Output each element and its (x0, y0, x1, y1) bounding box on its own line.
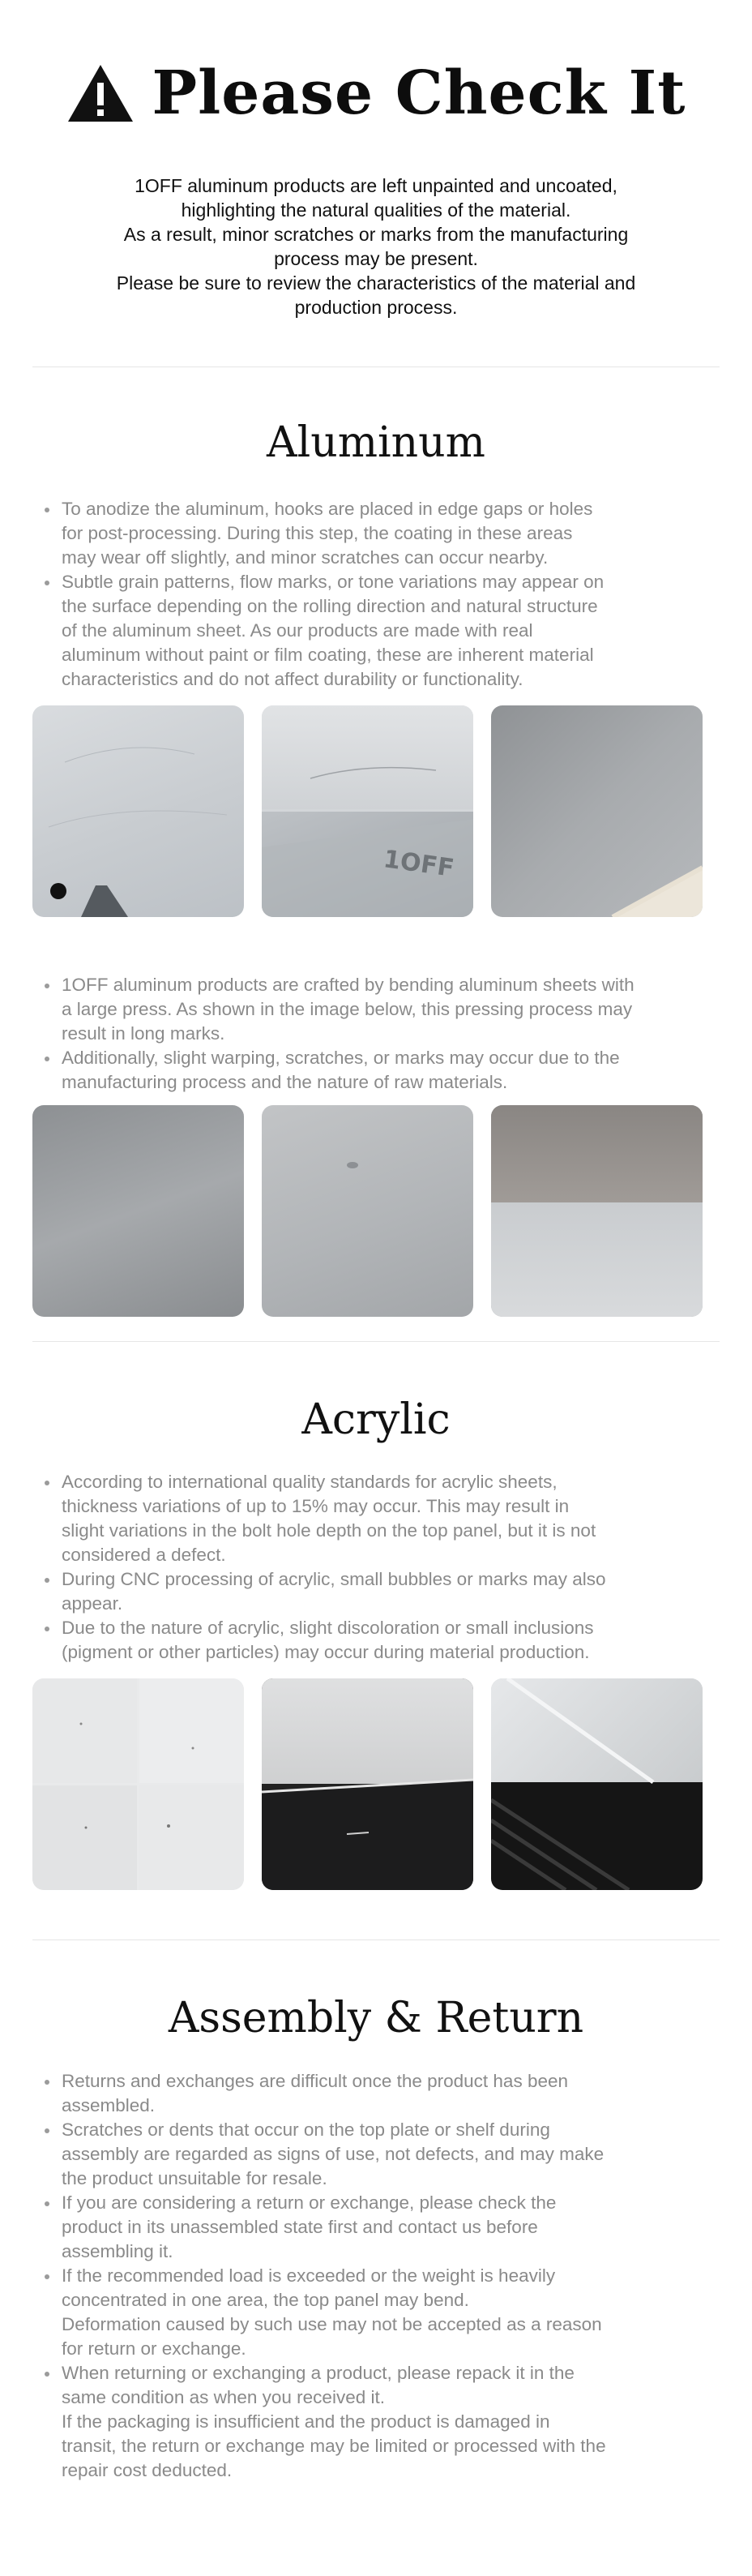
intro-line: Please be sure to review the characteristics of the material and (116, 272, 636, 294)
list-item: Additionally, slight warping, scratches, or marks may occur due to the manufacturing process and the nature of raw materials. (42, 1046, 707, 1095)
acrylic-inclusion-photo (32, 1678, 244, 1890)
surface-scratch (262, 705, 473, 917)
dent-mark (262, 1105, 473, 1317)
page-title: Please Check It (152, 58, 686, 128)
acrylic-panel-photo (491, 1678, 703, 1890)
aluminum-notes-list (42, 497, 707, 692)
intro-text (49, 174, 703, 319)
list-item: 1OFF aluminum products are crafted by bending aluminum sheets with a large press. As shown in the image below, this pressing process may result in long marks. (42, 973, 707, 1046)
acrylic-notes-list (42, 1470, 707, 1665)
scratch-marks (32, 705, 244, 917)
aluminum-photo-row-2 (32, 1105, 720, 1317)
aluminum-edge-photo (491, 705, 703, 917)
aluminum-photo-row-1 (32, 705, 720, 917)
list-item: During CNC processing of acrylic, small bubbles or marks may also appear. (42, 1567, 707, 1616)
intro-line: As a result, minor scratches or marks from the manufacturing (123, 224, 629, 245)
edge-detail (491, 705, 703, 917)
list-item: To anodize the aluminum, hooks are placed in edge gaps or holes for post-processing. During this step, the coating in these areas may wear off slightly, and minor scratches can occur nearby. (42, 497, 707, 570)
aluminum-press-notes-list (42, 973, 707, 1095)
section-title-assembly-return: Assembly & Return (168, 1994, 584, 2042)
list-item: Due to the nature of acrylic, slight discoloration or small inclusions (pigment or other particles) may occur during material production. (42, 1616, 707, 1665)
page-header (0, 58, 752, 128)
list-item: If you are considering a return or exchange, please check the product in its unassembled state first and contact us before assembling it. (42, 2191, 707, 2264)
section-divider (32, 366, 720, 367)
engraved-logo: 1OFF (381, 845, 456, 883)
list-item: Subtle grain patterns, flow marks, or tone variations may appear on the surface depending on the rolling direction and natural structure of the aluminum sheet. As our products are made with real aluminum without paint or film coating, these are inherent material characteristics and do not affect durability or functionality. (42, 570, 707, 692)
assembly-return-list (42, 2069, 707, 2483)
press-mark-photo-2 (262, 1105, 473, 1317)
intro-line: process may be present. (274, 248, 478, 269)
intro-line: 1OFF aluminum products are left unpainted and uncoated, (135, 175, 617, 196)
aluminum-hole-photo (32, 705, 244, 917)
section-title-acrylic: Acrylic (301, 1395, 451, 1444)
section-divider (32, 1341, 720, 1342)
intro-line: highlighting the natural qualities of the material. (181, 199, 571, 221)
list-item: If the recommended load is exceeded or the weight is heavily concentrated in one area, the top panel may bend. Deformation caused by such use may not be accepted as a reason for return or exchange. (42, 2264, 707, 2361)
section-title-aluminum: Aluminum (267, 418, 485, 467)
acrylic-edge-mark-photo (262, 1678, 473, 1890)
intro-line: production process. (294, 297, 458, 318)
press-mark-photo-1 (32, 1105, 244, 1317)
warning-triangle-icon (66, 63, 135, 123)
cnc-mark (262, 1678, 473, 1890)
list-item: Scratches or dents that occur on the top plate or shelf during assembly are regarded as signs of use, not defects, and may make the product unsuitable for resale. (42, 2118, 707, 2191)
aluminum-scratch-logo-photo (262, 705, 473, 917)
list-item: Returns and exchanges are difficult once the product has been assembled. (42, 2069, 707, 2118)
list-item: According to international quality standards for acrylic sheets, thickness variations of up to 15% may occur. This may result in slight variations in the bolt hole depth on the top panel, but it is not considered a defect. (42, 1470, 707, 1567)
acrylic-photo-row (32, 1678, 720, 1890)
panel-edge (491, 1678, 703, 1890)
inclusion-spots (32, 1678, 244, 1890)
list-item: When returning or exchanging a product, please repack it in the same condition as when you received it. If the packaging is insufficient and the product is damaged in transit, the return or exchange may be limited or processed with the repair cost deducted. (42, 2361, 707, 2483)
press-mark-photo-3 (491, 1105, 703, 1317)
